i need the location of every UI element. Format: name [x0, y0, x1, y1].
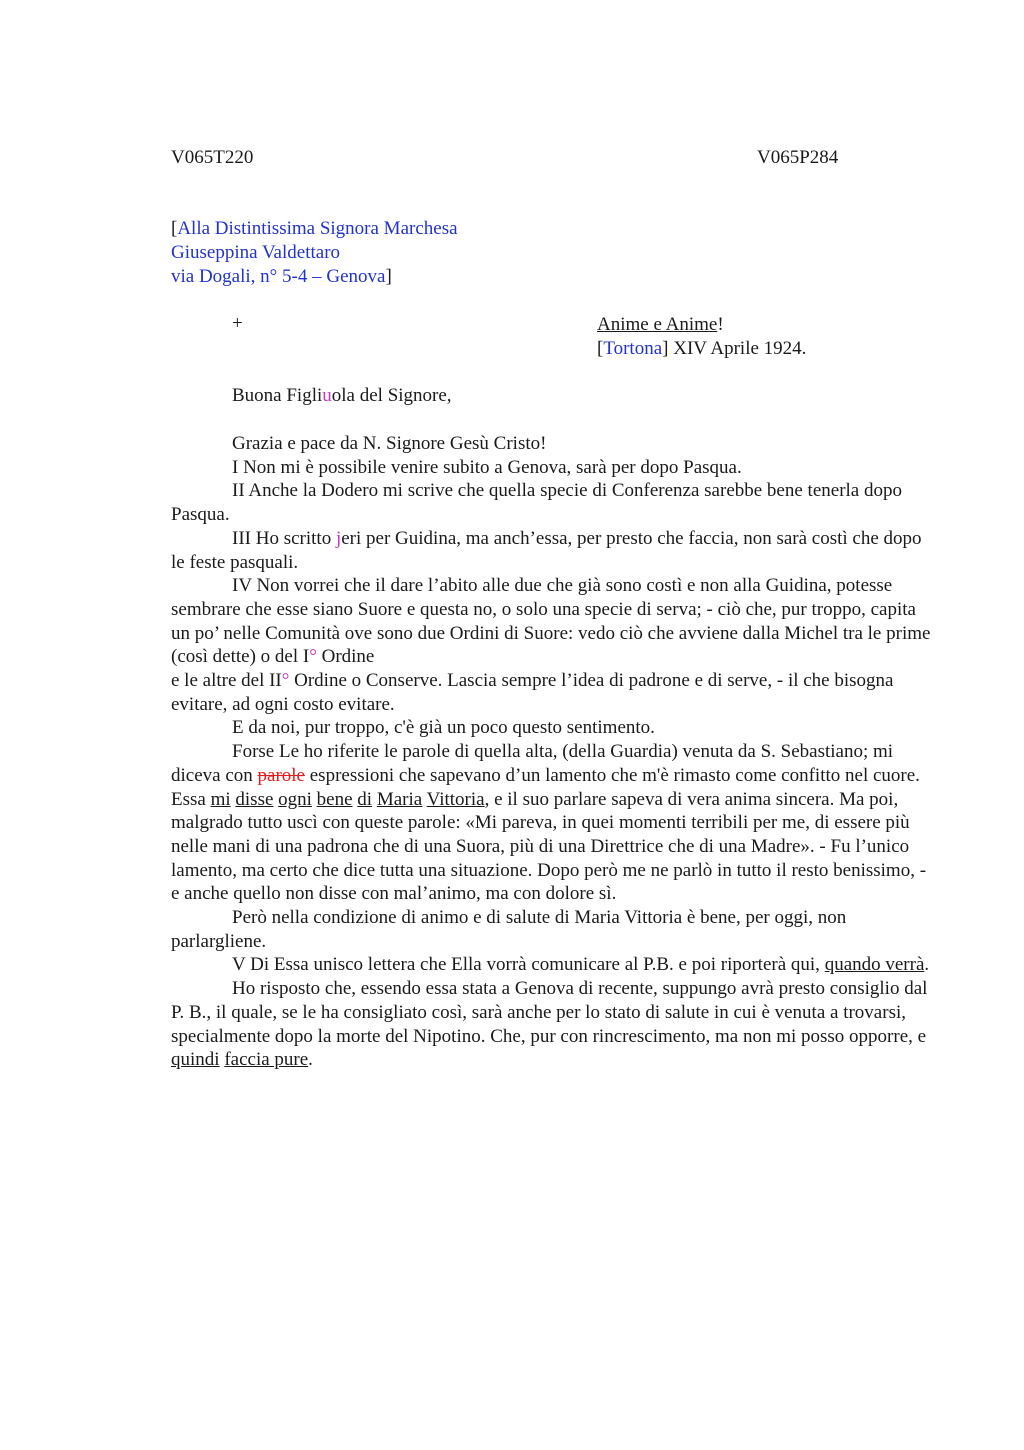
paragraph-7: Però nella condizione di animo e di salute di Maria Vittoria è bene, per oggi, non parlargliene.: [171, 907, 847, 952]
date-rest: ] XIV Aprile 1924.: [662, 338, 807, 359]
paragraph-1: I Non mi è possibile venire subito a Genova, sarà per dopo Pasqua.: [232, 456, 742, 478]
paragraph-6: Forse Le ho riferite le parole di quella alta, (della Guardia) venuta da S. Sebastiano; mi diceva con parole espressioni che sapevano d’un lamento che m'è rimasto come confitto nel cuore. Essa mi disse ogni bene di Maria Vittoria, e il suo parlare sapeva di vera anima sincera. Ma poi, malgrado tutto uscì con queste parole: «Mi pareva, in quei momenti terribili per me, di essere più nelle mani di una padrona che di una Suora, più di una Direttrice che di una Madre». - Fu l’unico lamento, ma certo che dice tutta una situazione. Dopo però me ne parlò in tutto il resto benissimo, - e anche quello non disse con mal’animo, ma con dolore sì.: [171, 741, 927, 905]
address-line-3: via Dogali, n° 5-4 – Genova: [171, 266, 386, 287]
motto-date-block: [597, 313, 806, 361]
editor-mark: u: [322, 385, 332, 406]
date-open-bracket: [: [597, 338, 604, 359]
motto: Anime e Anime: [597, 314, 718, 335]
paragraph-3: III Ho scritto jeri per Guidina, ma anch’essa, per presto che faccia, non sarà costì che dopo le feste pasquali.: [171, 527, 922, 573]
letter-body: [171, 432, 931, 1072]
address-open-bracket: [: [171, 218, 178, 239]
cross-mark: +: [232, 313, 243, 334]
underlined-phrase: quando verrà: [824, 954, 925, 976]
motto-exclamation: !: [717, 314, 724, 335]
salutation: Buona Figliuola del Signore,: [232, 385, 452, 406]
editor-mark: j: [335, 527, 342, 549]
deleted-word: parole: [257, 764, 305, 786]
paragraph-greeting: Grazia e pace da N. Signore Gesù Cristo!: [232, 433, 547, 454]
address-line-1: Alla Distintissima Signora Marchesa: [177, 218, 458, 239]
document-code-right: V065P284: [757, 147, 839, 168]
address-close-bracket: ]: [385, 266, 392, 287]
address-block: [171, 217, 458, 289]
date-place: Tortona: [603, 338, 663, 359]
paragraph-4: IV Non vorrei che il dare l’abito alle due che già sono costì e non alla Guidina, potesse sembrare che esse siano Suore e questa no, o solo una specie di serva; - ciò che, pur troppo, capita un po’ nelle Comunità ove sono due Ordini di Suore: vedo ciò che avviene dalla Michel tra le prime (così dette) o del I° Ordine: [171, 575, 931, 668]
paragraph-5: E da noi, pur troppo, c'è già un poco questo sentimento.: [232, 717, 655, 739]
paragraph-9: Ho risposto che, essendo essa stata a Genova di recente, suppungo avrà presto consiglio dal P. B., il quale, se le ha consigliato così, sarà anche per lo stato di salute in cui è venuta a trovarsi, specialmente dopo la morte del Nipotino. Che, pur con rincrescimento, ma non mi posso opporre, e quindi faccia pure.: [171, 978, 928, 1071]
paragraph-4-continued: e le altre del II° Ordine o Conserve. Lascia sempre l’idea di padrone e di serve, - il che bisogna evitare, ad ogni costo evitare.: [171, 670, 894, 715]
paragraph-2: II Anche la Dodero mi scrive che quella specie di Conferenza sarebbe bene tenerla dopo Pasqua.: [171, 480, 902, 526]
document-code-left: V065T220: [171, 147, 254, 168]
address-line-2: Giuseppina Valdettaro: [171, 242, 341, 263]
paragraph-8: V Di Essa unisco lettera che Ella vorrà comunicare al P.B. e poi riporterà qui, quando verrà.: [232, 954, 930, 976]
degree-mark: °: [309, 646, 317, 668]
degree-mark: °: [281, 670, 290, 692]
